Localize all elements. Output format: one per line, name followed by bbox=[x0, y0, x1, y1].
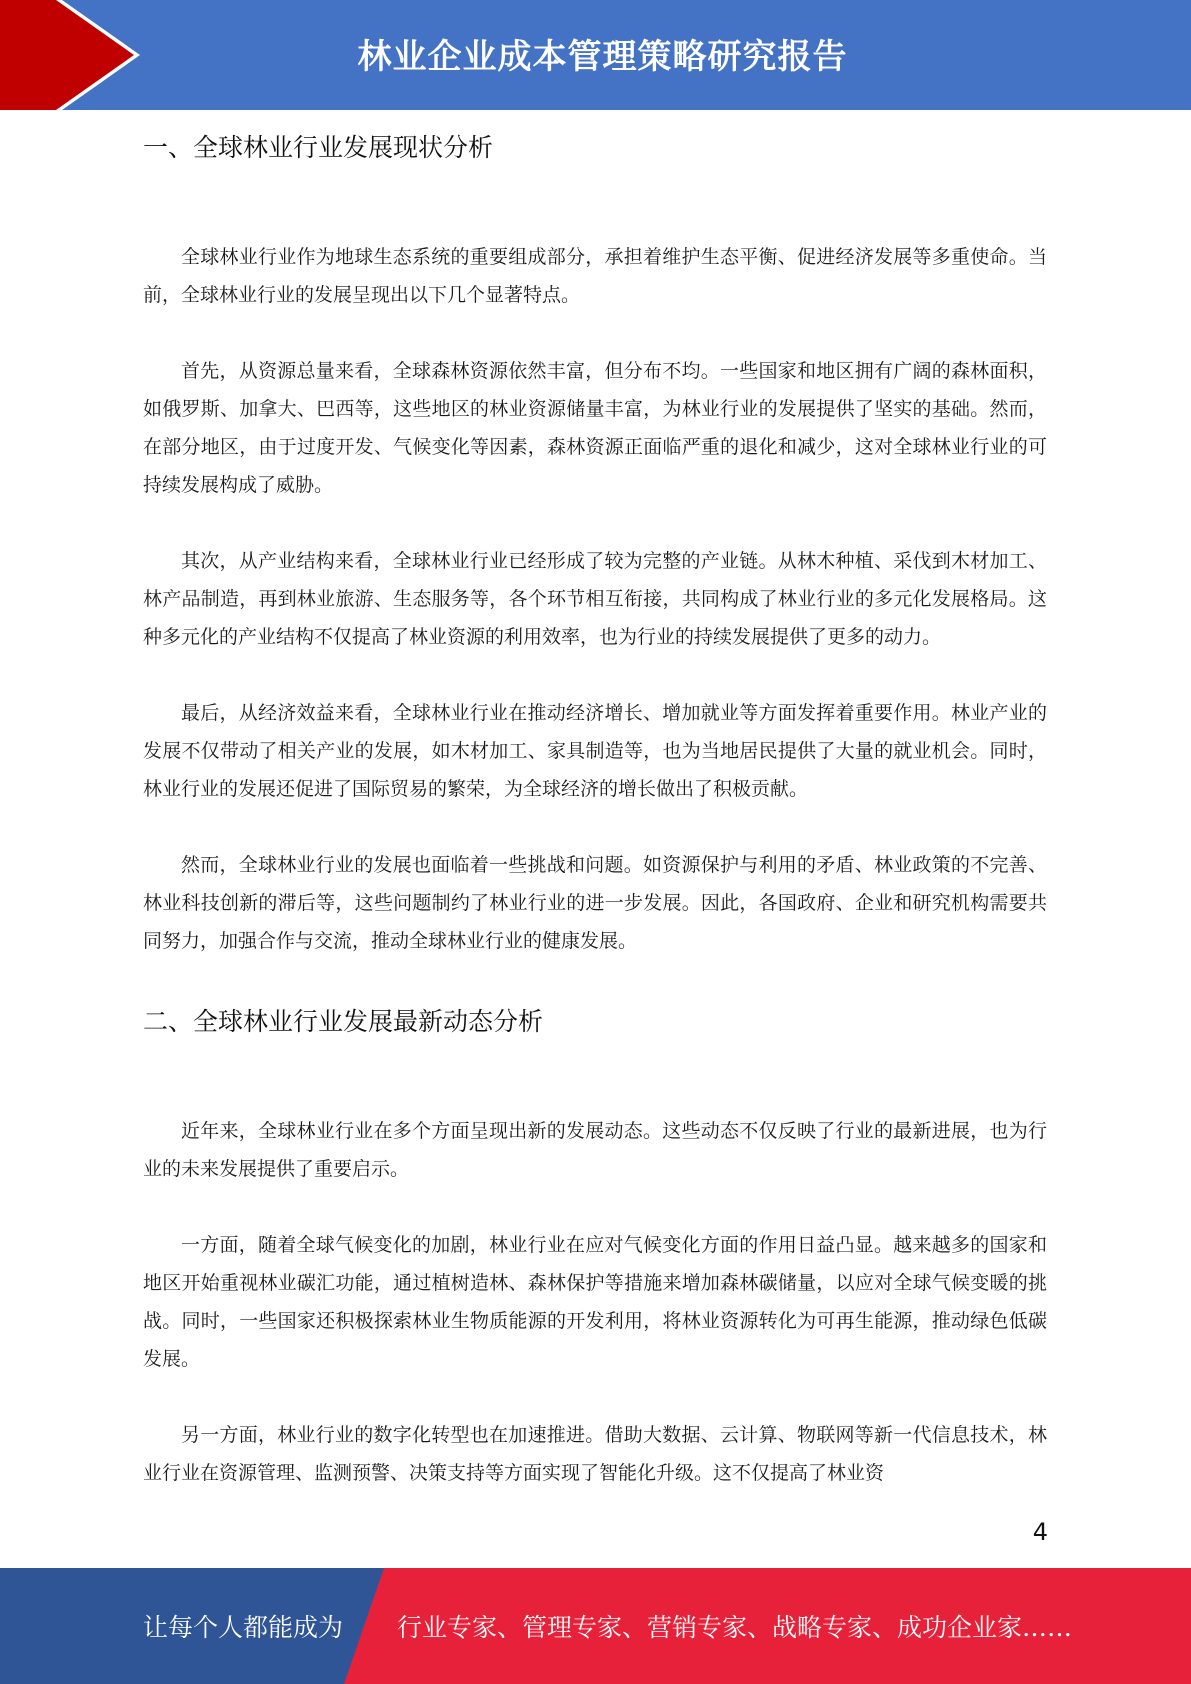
paragraph: 其次，从产业结构来看，全球林业行业已经形成了较为完整的产业链。从林木种植、采伐到木材加工、林产品制造，再到林业旅游、生态服务等，各个环节相互衔接，共同构成了林业行业的多元化发展格局。这种多元化的产业结构不仅提高了林业资源的利用效率，也为行业的持续发展提供了更多的动力。 bbox=[143, 550, 1047, 648]
footer-banner bbox=[0, 1568, 1191, 1684]
paragraph: 一方面，随着全球气候变化的加剧，林业行业在应对气候变化方面的作用日益凸显。越来越多的国家和地区开始重视林业碳汇功能，通过植树造林、森林保护等措施来增加森林碳储量，以应对全球气候变暖的挑战。同时，一些国家还积极探索林业生物质能源的开发利用，将林业资源转化为可再生能源，推动绿色低碳发展。 bbox=[143, 1234, 1047, 1370]
paragraph: 然而，全球林业行业的发展也面临着一些挑战和问题。如资源保护与利用的矛盾、林业政策的不完善、林业科技创新的滞后等，这些问题制约了林业行业的进一步发展。因此，各国政府、企业和研究机构需要共同努力，加强合作与交流，推动全球林业行业的健康发展。 bbox=[143, 854, 1047, 952]
section-heading-1: 一、全球林业行业发展现状分析 bbox=[143, 133, 494, 162]
section-heading-2: 二、全球林业行业发展最新动态分析 bbox=[143, 1007, 544, 1036]
paragraph: 最后，从经济效益来看，全球林业行业在推动经济增长、增加就业等方面发挥着重要作用。林业产业的发展不仅带动了相关产业的发展，如木材加工、家具制造等，也为当地居民提供了大量的就业机会。同时，林业行业的发展还促进了国际贸易的繁荣，为全球经济的增长做出了积极贡献。 bbox=[143, 702, 1047, 800]
paragraph: 首先，从资源总量来看，全球森林资源依然丰富，但分布不均。一些国家和地区拥有广阔的森林面积，如俄罗斯、加拿大、巴西等，这些地区的林业资源储量丰富，为林业行业的发展提供了坚实的基础。然而，在部分地区，由于过度开发、气候变化等因素，森林资源正面临严重的退化和减少，这对全球林业行业的可持续发展构成了威胁。 bbox=[143, 360, 1047, 496]
report-title: 林业企业成本管理策略研究报告 bbox=[357, 36, 848, 77]
paragraph: 近年来，全球林业行业在多个方面呈现出新的发展动态。这些动态不仅反映了行业的最新进展，也为行业的未来发展提供了重要启示。 bbox=[143, 1120, 1047, 1180]
report-body bbox=[143, 128, 1047, 1492]
paragraph: 全球林业行业作为地球生态系统的重要组成部分，承担着维护生态平衡、促进经济发展等多重使命。当前，全球林业行业的发展呈现出以下几个显著特点。 bbox=[143, 246, 1047, 306]
paragraph: 另一方面，林业行业的数字化转型也在加速推进。借助大数据、云计算、物联网等新一代信息技术，林业行业在资源管理、监测预警、决策支持等方面实现了智能化升级。这不仅提高了林业资 bbox=[143, 1424, 1047, 1484]
footer-slogan-left: 让每个人都能成为 bbox=[143, 1613, 344, 1642]
page-number: 4 bbox=[1032, 1518, 1048, 1546]
header-banner bbox=[0, 0, 1191, 110]
footer-slogan-right: 行业专家、管理专家、营销专家、战略专家、成功企业家…… bbox=[397, 1613, 1073, 1642]
